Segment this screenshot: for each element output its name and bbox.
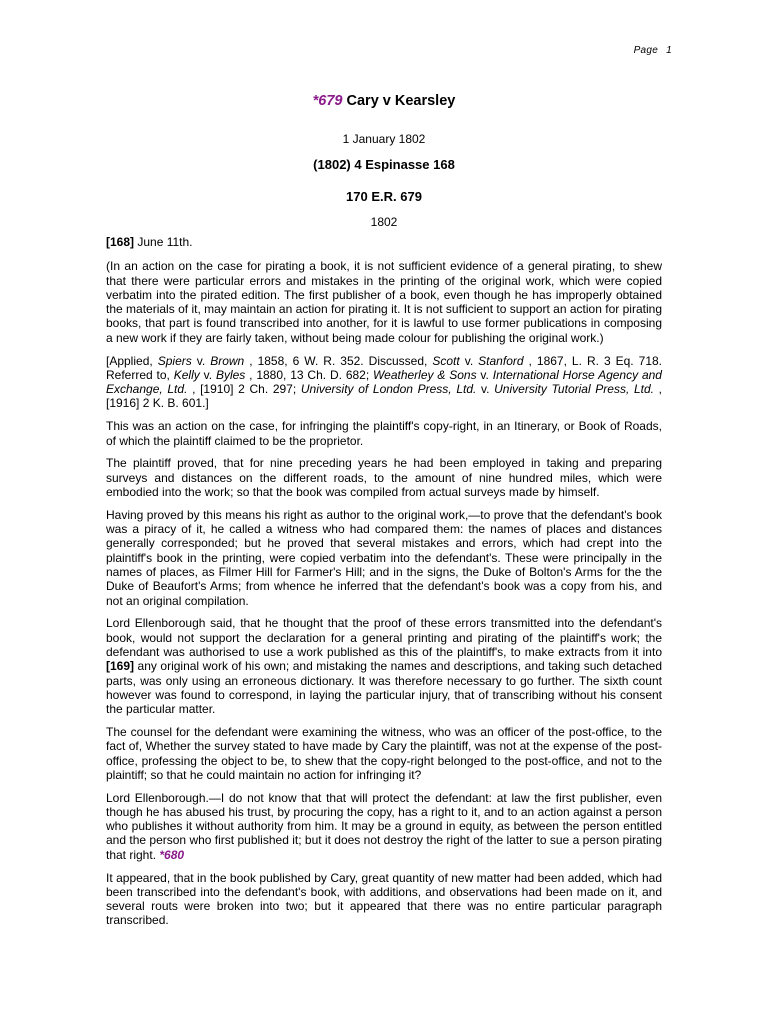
- case-title: [0, 93, 768, 109]
- star-page-ref: *679: [312, 93, 343, 109]
- case-date: 1 January 1802: [342, 132, 426, 146]
- paragraph-ellenborough-2: Lord Ellenborough.—I do not know that that will protect the defendant: at law the first publisher, even though he has abused his trust, by procuring the copy, has a right to it, and to an action against a person who publishes it without authority from him. It may be a ground in equity, as between the person entitled and the person who first published it; but it does not destroy the right of the latter to sue a person pirating that right. *680: [106, 790, 662, 862]
- case-year: 1802: [370, 215, 398, 229]
- paragraph-witness: Having proved by this means his right as author to the original work,—to prove that the defendant's book was a piracy of it, he called a witness who had compared them: the names of places and distances generally corresponded; but he proved that several mistakes and errors, which had crept into the plaintiff's book in the printing, were copied verbatim into the defendant's. These were principally in the names of places, as Filmer Hill for Farmer's Hill; and in the signs, the Duke of Bolton's Arms for the the Duke of Beaufort's Arms; from whence he inferred that the defendant's book was a copy from his, and not an original compilation.: [106, 507, 662, 608]
- page-bracket-168: [168]: [106, 235, 135, 249]
- paragraph-citations: [Applied, Spiers v. Brown , 1858, 6 W. R. 352. Discussed, Scott v. Stanford , 1867, L. R. 3 Eq. 718. Referred to, Kelly v. Byles , 1880, 13 Ch. D. 682; Weatherley & Sons v. International Horse Agency and Exchange, Ltd. , [1910] 2 Ch. 297; University of London Press, Ltd. v. University Tutorial Press, Ltd. , [1916] 2 K. B. 601.]: [106, 353, 663, 411]
- paragraph-ellenborough-1: Lord Ellenborough said, that he thought that the proof of these errors transmitted into the defendant's book, would not support the declaration for a general printing and pirating of the plaintiff's work; the defendant was authorised to use a work published as this of the plaintiff's, to make extracts from it into [169] any original work of his own; and mistaking the names and descriptions, and taking such detached parts, was only using an erroneous dictionary. It was therefore necessary to go further. The sixth count however was found to correspond, in laying the particular injury, that of transcribing without his consent the particular matter.: [106, 616, 662, 717]
- paragraph-date-line: [106, 235, 662, 249]
- case-name: Cary v Kearsley: [346, 93, 456, 109]
- date-line-text: June 11th.: [134, 235, 193, 249]
- paragraph-headnote: (In an action on the case for pirating a book, it is not sufficient evidence of a general pirating, to shew that there were particular errors and mistakes in the printing of the original work, which were copied verbatim into the pirated edition. The first publisher of a book, even though he has improperly obtained the materials of it, may maintain an action for pirating it. It is not sufficient to support an action for pirating books, that part is found transcribed into another, for it is lawful to use former publications in composing a new work if they are fairly taken, without being made colour for publishing the original work.): [106, 259, 662, 345]
- citation-espinasse: (1802) 4 Espinasse 168: [313, 157, 455, 172]
- page-number: 1: [666, 45, 672, 56]
- star-page-ref-680: *680: [159, 847, 185, 862]
- paragraph-plaintiff-proof: The plaintiff proved, that for nine preceding years he had been employed in taking and preparing surveys and distances on the different roads, to the amount of nine hundred miles, which were embodied into the work; so that the book was compiled from actual surveys made by himself.: [106, 456, 662, 499]
- citation-english-reports: 170 E.R. 679: [346, 189, 422, 204]
- judgment-body: [106, 235, 662, 936]
- page-label: Page: [633, 45, 659, 56]
- paragraph-action: This was an action on the case, for infringing the plaintiff's copy-right, in an Itinerary, or Book of Roads, of which the plaintiff claimed to be the proprietor.: [106, 419, 662, 448]
- page-bracket-169: [169]: [106, 659, 135, 674]
- page-indicator: [634, 45, 672, 56]
- paragraph-counsel: The counsel for the defendant were examining the witness, who was an officer of the post-office, to the fact of, Whether the survey stated to have made by Cary the plaintiff, was not at the expense of the post-office, professing the object to be, to shew that the copy-right belonged to the post-office, and not to the plaintiff; so that he could maintain no action for infringing it?: [106, 724, 662, 782]
- paragraph-conclusion: It appeared, that in the book published by Cary, great quantity of new matter had been added, which had been transcribed into the defendant's book, with additions, and observations had been made on it, and several routs were broken into two; but it appeared that there was no entire particular paragraph transcribed.: [106, 870, 662, 928]
